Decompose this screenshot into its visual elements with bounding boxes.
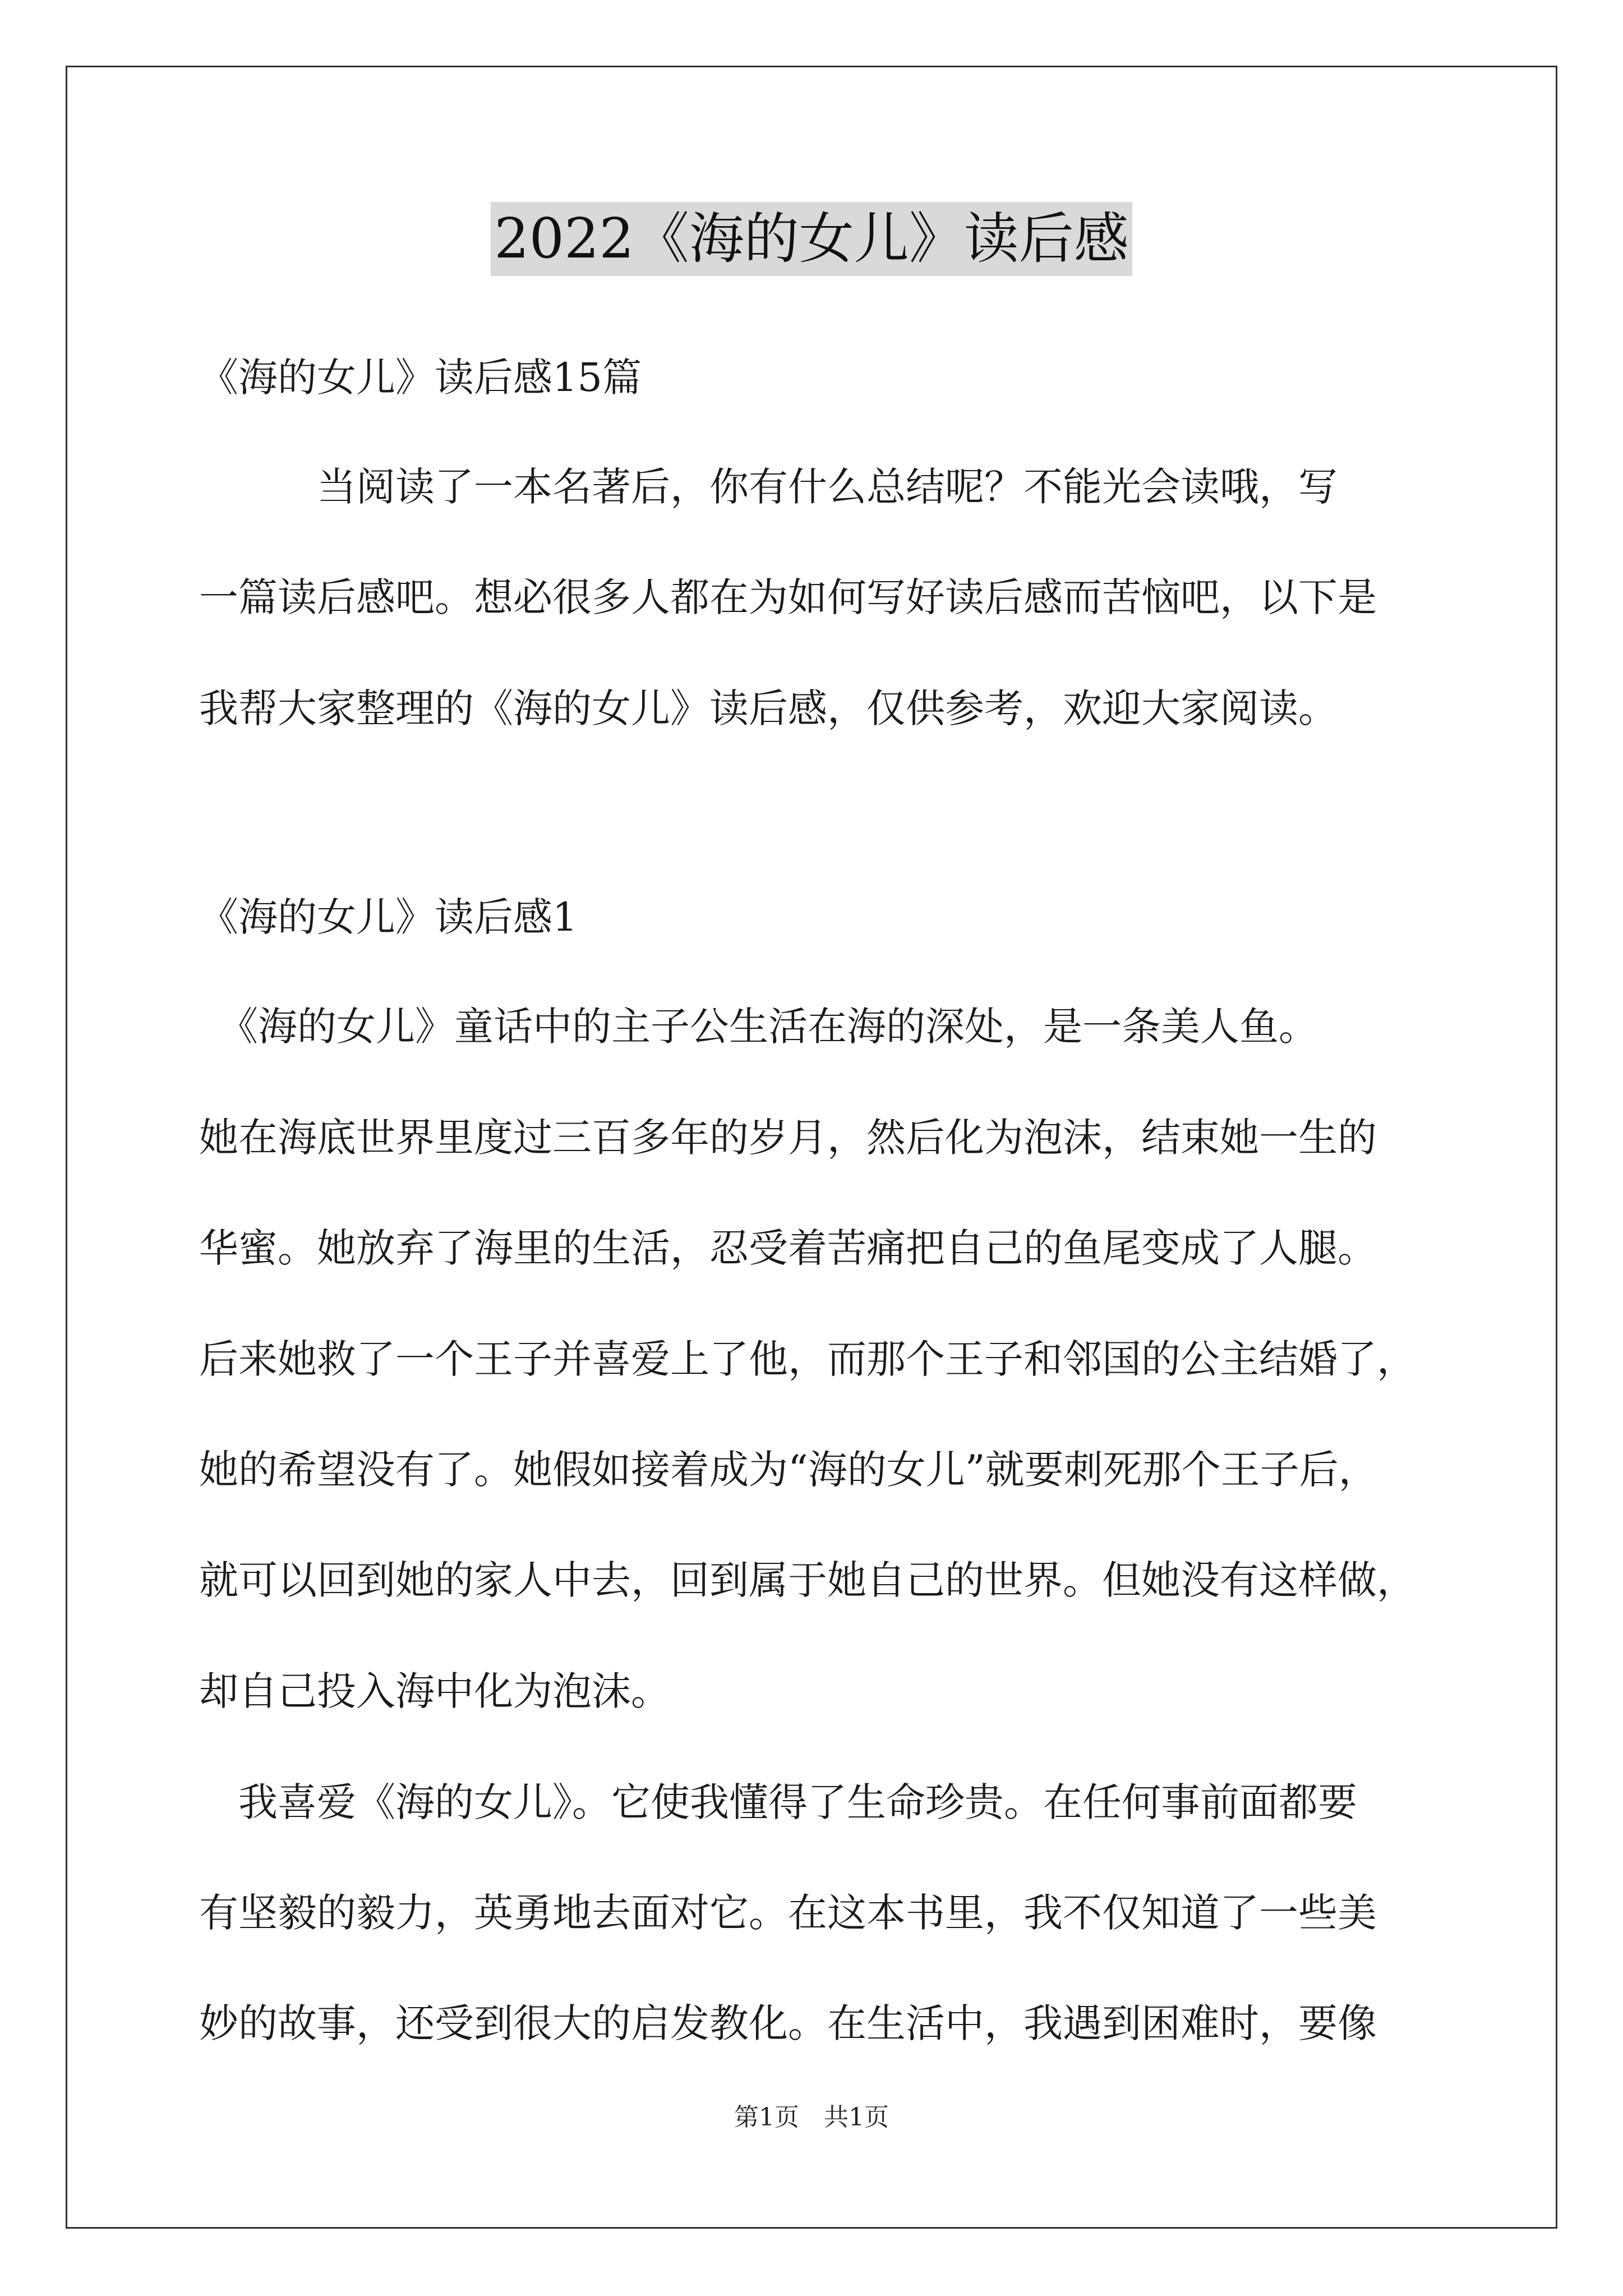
paragraph1-line-2: 她在海底世界里度过三百多年的岁月，然后化为泡沫，结束她一生的	[199, 1115, 1377, 1161]
intro-line-3: 我帮大家整理的《海的女儿》读后感，仅供参考，欢迎大家阅读。	[199, 685, 1338, 731]
document-subtitle: 《海的女儿》读后感15篇	[199, 355, 642, 401]
title-wrap	[0, 202, 1623, 276]
paragraph1-line-3: 华蜜。她放弃了海里的生活，忍受着苦痛把自己的鱼尾变成了人腿。	[199, 1225, 1377, 1271]
paragraph2-line-1: 我喜爱《海的女儿》。它使我懂得了生命珍贵。在任何事前面都要	[199, 1779, 1357, 1825]
paragraph1-line-4: 后来她救了一个王子并喜爱上了他，而那个王子和邻国的公主结婚了，	[199, 1336, 1416, 1382]
paragraph1-line-6: 就可以回到她的家人中去，回到属于她自己的世界。但她没有这样做，	[199, 1557, 1416, 1603]
paragraph1-line-1: 《海的女儿》童话中的主子公生活在海的深处，是一条美人鱼。	[199, 1004, 1318, 1050]
intro-line-2: 一篇读后感吧。想必很多人都在为如何写好读后感而苦恼吧，以下是	[199, 574, 1377, 620]
intro-line-1: 当阅读了一本名著后，你有什么总结呢？不能光会读哦，写	[199, 464, 1338, 510]
paragraph1-line-7: 却自己投入海中化为泡沫。	[199, 1668, 670, 1714]
paragraph2-line-3: 妙的故事，还受到很大的启发教化。在生活中，我遇到困难时，要像	[199, 2000, 1377, 2046]
section-heading: 《海的女儿》读后感1	[199, 894, 578, 940]
paragraph1-line-5: 她的希望没有了。她假如接着成为“海的女儿”就要刺死那个王子后，	[199, 1447, 1378, 1493]
page-footer: 第1页 共1页	[734, 2103, 889, 2132]
paragraph2-line-2: 有坚毅的毅力，英勇地去面对它。在这本书里，我不仅知道了一些美	[199, 1890, 1377, 1936]
document-title: 2022《海的女儿》读后感	[491, 202, 1132, 276]
